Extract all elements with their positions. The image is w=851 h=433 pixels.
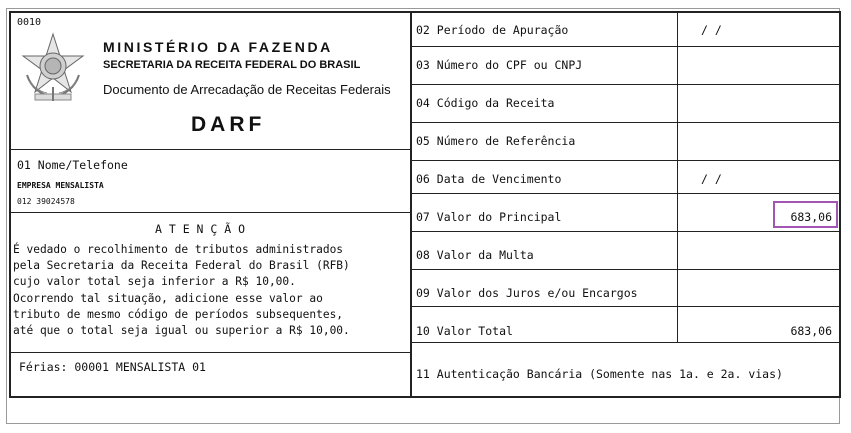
document-name: Documento de Arrecadação de Receitas Federais	[103, 82, 391, 97]
row-separator	[412, 269, 839, 270]
attention-line: tributo de mesmo código de períodos subsequentes,	[13, 307, 344, 321]
row-separator	[412, 160, 839, 161]
ministry-title: MINISTÉRIO DA FAZENDA	[103, 39, 333, 55]
attention-title: A T E N Ç Ã O	[155, 222, 246, 236]
ferias-text: Férias: 00001 MENSALISTA 01	[19, 360, 206, 374]
row-separator	[412, 193, 839, 194]
authentication-label: 11 Autenticação Bancária (Somente nas 1a. e 2a. vias)	[416, 367, 783, 381]
company-name: EMPRESA MENSALISTA	[17, 181, 104, 190]
attention-separator	[11, 352, 410, 353]
periodo-value: / /	[701, 23, 722, 37]
field-label-valor-total: 10 Valor Total	[416, 324, 513, 338]
field-label-periodo: 02 Período de Apuração	[416, 23, 569, 37]
value-column-divider	[677, 13, 678, 342]
field-label-multa: 08 Valor da Multa	[416, 248, 534, 262]
field-label-referencia: 05 Número de Referência	[416, 134, 576, 148]
row-separator	[412, 122, 839, 123]
row-separator	[412, 231, 839, 232]
darf-title: DARF	[191, 113, 266, 136]
field-label-juros: 09 Valor dos Juros e/ou Encargos	[416, 286, 638, 300]
secretariat-title: SECRETARIA DA RECEITA FEDERAL DO BRASIL	[103, 59, 361, 71]
company-phone: 012 39024578	[17, 197, 75, 206]
form-code: 0010	[17, 17, 42, 28]
field-label-cpf-cnpj: 03 Número do CPF ou CNPJ	[416, 58, 583, 72]
attention-line: É vedado o recolhimento de tributos administrados	[13, 243, 344, 256]
valor-total-value: 683,06	[790, 324, 832, 338]
field-label-valor-principal: 07 Valor do Principal	[416, 210, 562, 224]
name-phone-label: 01 Nome/Telefone	[17, 158, 128, 172]
header-separator	[11, 149, 410, 150]
attention-line: pela Secretaria da Receita Federal do Brasil (RFB)	[13, 259, 350, 273]
valor-principal-value: 683,06	[790, 210, 832, 224]
row-separator	[412, 342, 839, 343]
attention-line: até que o total seja igual ou superior a R$ 10,00.	[13, 324, 350, 338]
row-separator	[412, 84, 839, 85]
attention-text	[13, 242, 350, 339]
name-separator	[11, 212, 410, 213]
attention-line: cujo valor total seja inferior a R$ 10,00.	[13, 275, 296, 289]
row-separator	[412, 306, 839, 307]
main-divider	[410, 13, 412, 398]
field-label-vencimento: 06 Data de Vencimento	[416, 172, 562, 186]
coat-of-arms-icon	[17, 31, 89, 103]
attention-line: Ocorrendo tal situação, adicione esse valor ao	[13, 291, 323, 305]
darf-form	[9, 11, 841, 398]
row-separator	[412, 46, 839, 47]
vencimento-value: / /	[701, 172, 722, 186]
field-label-codigo-receita: 04 Código da Receita	[416, 96, 555, 110]
